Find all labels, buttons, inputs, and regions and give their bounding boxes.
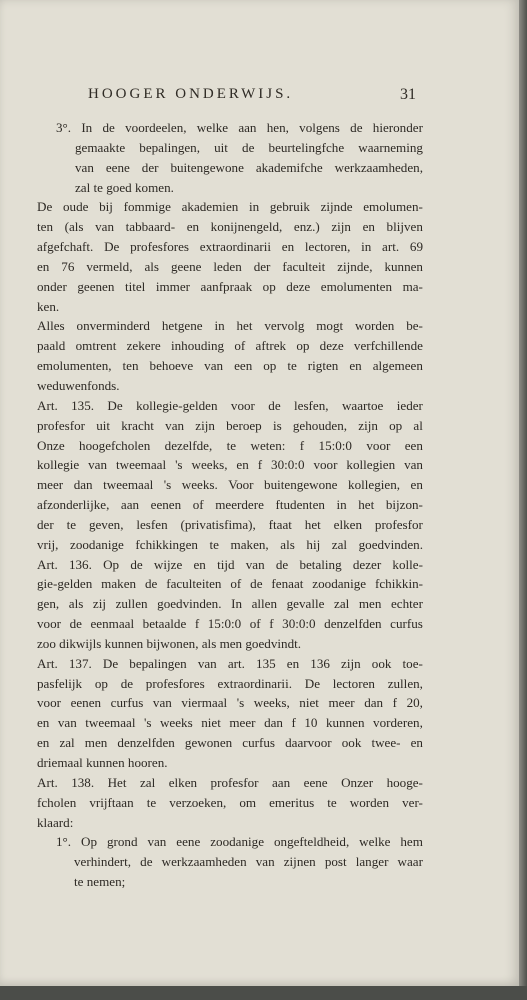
text-line: en 76 vermeld, als geene leden der faculteit zijnde, kunnen — [37, 258, 423, 274]
text-line: en van tweemaal 's weeks niet meer dan f 10 kunnen vorderen, — [37, 715, 423, 731]
text-line: 1°. Op grond van eene zoodanige ongefteldheid, welke hem — [56, 834, 423, 850]
text-line: voor eenen curfus van viermaal 's weeks, niet meer dan f 20, — [37, 695, 423, 711]
text-line: gen, als zij zullen goedvinden. In allen gevalle zal men echter — [37, 596, 423, 612]
page-body — [37, 118, 423, 892]
text-line: klaard: — [37, 814, 74, 830]
text-line: meer dan tweemaal 's weeks. Voor buitengewone kollegien, en — [37, 477, 423, 493]
text-line: zal te goed komen. — [75, 179, 174, 195]
text-line: afzonderlijke, aan eenen of meerdere ftudenten in het bijzon- — [37, 497, 423, 513]
running-header: HOOGER ONDERWIJS. — [88, 86, 294, 102]
text-line: driemaal kunnen hooren. — [37, 755, 168, 770]
text-line: pasfelijk op de profesfores extraordinarii. De lectoren zullen, — [37, 675, 423, 691]
text-line: afgefchaft. De profesfores extraordinarii en lectoren, in art. 69 — [37, 239, 423, 255]
text-line: onder geenen titel immer aanfpraak op deze emolumenten ma- — [37, 278, 423, 294]
text-line: weduwenfonds. — [37, 377, 120, 393]
text-line: voor de eenmaal betaalde f 15:0:0 of f 30:0:0 denzelfden curfus — [37, 616, 423, 632]
text-line: profesfor uit kracht van zijn beroep is gehouden, zijn op al — [37, 417, 423, 433]
text-line: Art. 138. Het zal elken profesfor aan eene Onzer hooge- — [37, 774, 423, 790]
text-line: 3°. In de voordeelen, welke aan hen, volgens de hieronder — [56, 120, 423, 135]
text-line: kollegie van tweemaal 's weeks, en f 30:0:0 voor kollegien van — [37, 457, 423, 473]
text-line: Art. 136. Op de wijze en tijd van de betaling dezer kolle- — [37, 556, 423, 572]
page-number: 31 — [400, 86, 416, 103]
text-line: paald omtrent zekere inhouding of aftrek op deze verfchillende — [37, 338, 423, 354]
text-line: Art. 135. De kollegie-gelden voor de lesfen, waartoe ieder — [37, 397, 423, 413]
text-line: gie-gelden maken de faculteiten of de fenaat zoodanige fchikkin- — [37, 576, 423, 592]
text-line: emolumenten, ten behoeve van een op te rigten en algemeen — [37, 358, 423, 374]
text-line: der te geven, lesfen (privatisfima), ftaat het elken profesfor — [37, 516, 423, 532]
scan-background — [0, 986, 527, 1000]
text-line: van eene der buitengewone akademifche werkzaamheden, — [75, 159, 423, 175]
text-line: De oude bij fommige akademien in gebruik zijnde emolumen- — [37, 199, 423, 215]
text-line: zoo dikwijls kunnen bijwonen, als men goedvindt. — [37, 635, 302, 651]
text-line: ken. — [37, 298, 60, 314]
text-line: te nemen; — [74, 874, 126, 890]
text-line: Art. 137. De bepalingen van art. 135 en 136 zijn ook toe- — [37, 655, 423, 671]
text-line: Onze hoogefcholen dezelfde, te weten: f 15:0:0 voor een — [37, 437, 423, 453]
text-line: ten (als van tabbaard- en konijnengeld, enz.) zijn en blijven — [37, 219, 423, 235]
page-edge-shadow — [519, 0, 527, 1000]
text-line: Alles onverminderd hetgene in het vervolg mogt worden be- — [37, 318, 423, 334]
text-line: en zal men denzelfden gewonen curfus daarvoor ook twee- en — [37, 735, 423, 751]
text-line: vrij, zoodanige fchikkingen te maken, als hij zal goedvinden. — [37, 536, 423, 552]
text-line: gemaakte bepalingen, uit de beurtelingfche waarneming — [75, 139, 423, 155]
text-line: verhindert, de werkzaamheden van zijnen post langer waar — [74, 854, 423, 870]
text-line: fcholen vrijftaan te verzoeken, om emeritus te worden ver- — [37, 794, 423, 810]
